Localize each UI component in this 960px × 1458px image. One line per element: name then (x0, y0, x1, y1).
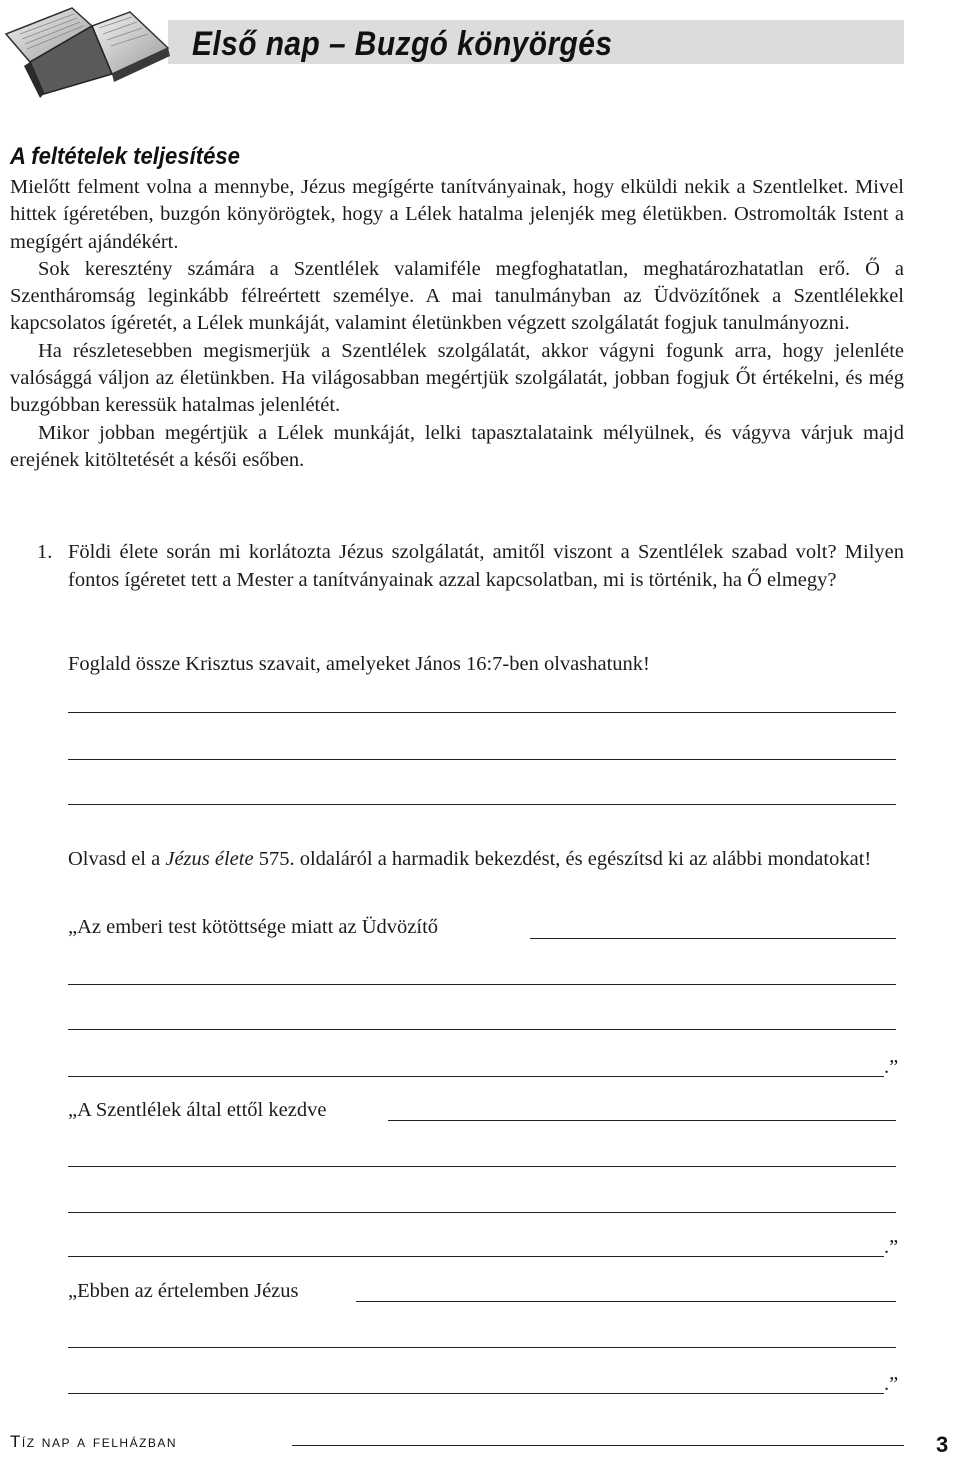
reading-instruction (68, 845, 904, 873)
question-text: Földi élete során mi korlátozta Jézus szolgálatát, amitől viszont a Szentlélek szabad volt? Milyen fontos ígéretet tett a Mester a tanítványainak azzal kapcsolatban, mi is történik, ha Ő elmegy? (68, 541, 904, 591)
instruction-text: Foglald össze Krisztus szavait, amelyeket János 16:7-ben olvashatunk! (68, 653, 650, 675)
answer-line[interactable] (68, 759, 896, 760)
page-title: Első nap – Buzgó könyörgés (192, 25, 613, 63)
answer-line[interactable] (68, 1029, 896, 1030)
footer-book-title: Tíz nap a felházban (10, 1432, 178, 1451)
answer-line[interactable] (68, 804, 896, 805)
answer-line[interactable] (68, 1256, 884, 1257)
answer-line[interactable] (356, 1301, 896, 1302)
open-book-icon (0, 0, 175, 100)
section-heading: A feltételek teljesítése (10, 143, 240, 170)
answer-line[interactable] (68, 1212, 896, 1213)
answer-line[interactable] (68, 712, 896, 713)
intro-text (10, 174, 904, 474)
completion-prompt: „Ebben az értelemben Jézus (68, 1280, 299, 1302)
reading-suffix: 575. oldaláról a harmadik bekezdést, és egészítsd ki az alábbi mondatokat! (253, 848, 872, 870)
page-number: 3 (936, 1432, 949, 1457)
answer-line[interactable] (68, 1166, 896, 1167)
answer-line[interactable] (68, 984, 896, 985)
reading-prefix: Olvasd el a (68, 848, 166, 870)
paragraph: Sok keresztény számára a Szentlélek valamiféle megfoghatatlan, meghatározhatatlan erő. Ő a Szentháromság leginkább félreértett személye. A mai tanulmányban az Üdvözítőnek a Szentlélekkel kapcsolatos ígéretét, a Lélek munkáját, valamint életünkben végzett szolgálatát fogjuk tanulmányozni. (10, 257, 904, 335)
paragraph: Mikor jobban megértjük a Lélek munkáját, lelki tapasztalataink mélyülnek, és vágyva várjuk majd erejének kitöltetését a késői esőben. (10, 421, 904, 471)
answer-line[interactable] (388, 1120, 896, 1121)
paragraph: Ha részletesebben megismerjük a Szentlélek szolgálatát, akkor vágyni fogunk arra, hogy jelenléte valósággá váljon az életünkben. Ha világosabban megértjük szolgálatát, jobban fogjuk Őt értékelni, és még buzgóbban keressük hatalmas jelenlétét. (10, 339, 904, 417)
answer-line[interactable] (530, 938, 896, 939)
paragraph: Mielőtt felment volna a mennybe, Jézus megígérte tanítványainak, hogy elküldi nekik a Szentlelket. Mivel hittek ígéretében, buzgón könyörögtek, hogy a Lélek hatalma jelenjék meg életükben. Ostromolták Istent a megígért ajándékért. (10, 176, 904, 253)
answer-line[interactable] (68, 1076, 884, 1077)
closing-quote: .” (884, 1236, 899, 1258)
completion-prompt: „Az emberi test kötöttsége miatt az Üdvözítő (68, 916, 439, 938)
closing-quote: .” (884, 1373, 899, 1395)
answer-line[interactable] (68, 1347, 896, 1348)
completion-prompt: „A Szentlélek által ettől kezdve (68, 1099, 327, 1121)
answer-line[interactable] (68, 1393, 884, 1394)
book-reference: Jézus élete (165, 848, 254, 870)
question-number: 1. (37, 541, 53, 563)
footer-rule (292, 1445, 904, 1446)
closing-quote: .” (884, 1056, 899, 1078)
